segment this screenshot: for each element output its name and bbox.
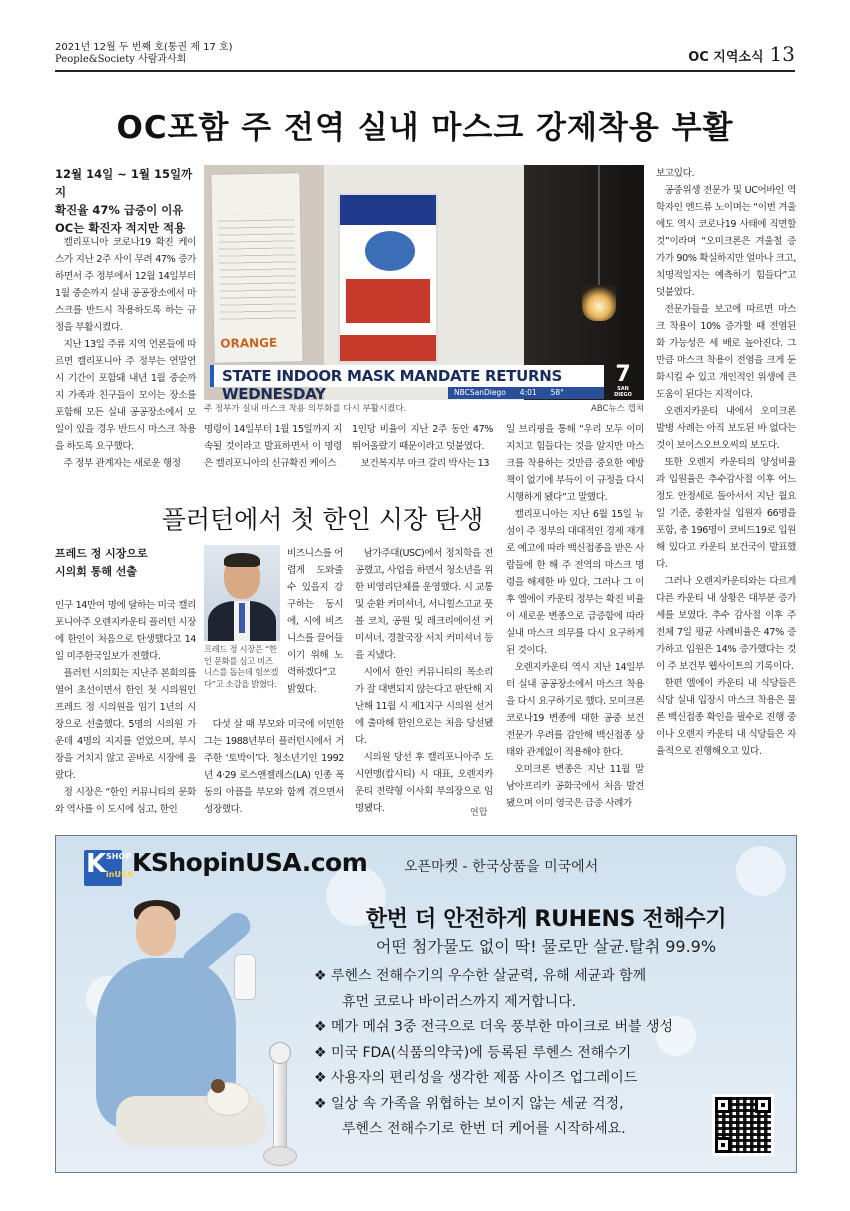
issue-info: 2021년 12월 두 번째 호(통권 제 17 호) (55, 42, 233, 53)
notice-paper-label: ORANGE (220, 335, 278, 351)
ad-feature-list (314, 964, 774, 1143)
ad-product-title: 한번 더 안전하게 RUHENS 전해수기 (365, 907, 727, 932)
article2-col2b (204, 716, 344, 818)
mayor-portrait-caption: 프레드 정 시장은 “한인 문화를 심고 비즈니스를 돕는데 힘쓰겠다”고 소감을 밝혔다. (204, 644, 279, 689)
masthead-left (55, 42, 233, 66)
ad-feature: 루헨스 전해수기로 한번 더 케어를 시작하세요. (342, 1121, 626, 1137)
logo-shop: SHOP (106, 852, 132, 861)
article1-headline: OC포함 주 전역 실내 마스크 강제착용 부활 (116, 110, 734, 146)
photo1-caption: 주 정부가 실내 마스크 착용 의무화를 다시 부활시켰다. (204, 404, 407, 414)
ad-feature: 휴먼 코로나 바이러스까지 제거합니다. (342, 993, 577, 1010)
paragraph: 캘리포니아 코로나19 확진 케이스가 지난 2주 사이 무려 47% 증가하면서 주 정부에서 12월 14일부터 1월 중순까지 실내 공공장소에서 마스크를 반드시 착용하도록 하는 규정을 부활시켰다. (55, 237, 196, 333)
paragraph: 오미크론 변종은 지난 11월 말 남아프리카 공화국에서 처음 발견됐으며 이미 영국은 급증 사례가 (506, 764, 644, 809)
article1-subhead: 확진율 47% 급증이 이유 (55, 203, 184, 217)
paragraph: 또한 오렌지 카운티의 양성비율과 입원율은 추수감사절 이후 어느 정도 안정세로 돌아서서 지난 월요일 기준, 중환자실 입원자 66명을 포함, 총 196명이 코비드19로 입원해 있다고 카운티 보건국이 발표했다. (656, 457, 796, 570)
qr-code-icon[interactable] (712, 1094, 774, 1156)
paragraph: 공중위생 전문가 및 UC어바인 역학자인 엔드류 노이며는 “이번 겨울에도 역시 코로나19 사태에 직면할 것”이라며 “오미크론은 겨울철 증가가 90% 확실하지만 얼마나 크고, 치명적일지는 예측하기 힘들다”고 덧붙였다. (656, 185, 796, 298)
header-rule (55, 70, 795, 72)
paragraph: 플러턴 시의회는 지난주 본회의를 열어 초선이면서 한인 첫 시의원인 프레드 정 시의원을 임기 1년의 시장으로 선출했다. 5명의 시의원 가운데 4명의 지지를 얻었으며, 부시장을 거치지 않고 곧바로 시장에 올랐다. (55, 668, 196, 781)
paragraph: 일 브리핑을 통해 “우리 모두 이미 지치고 힘들다는 것을 알지만 마스크를 착용하는 것만큼 중요한 예방책이 없기에 부득이 이 규정을 다시 시행하게 됐다”고 말했다. (506, 424, 644, 503)
news-banner-text: STATE INDOOR MASK MANDATE RETURNS WEDNESDAY (222, 367, 562, 400)
article1-col5 (656, 165, 796, 760)
paragraph: 1인당 비율이 지난 2주 동안 47% 뛰어올랐기 때문이라고 덧붙였다. (352, 424, 493, 452)
masthead-right (688, 42, 795, 66)
mask-mandate-photo (204, 165, 644, 400)
paragraph: 인구 14만여 명에 달하는 미국 캘리포니아주 오렌지카운티 플러턴 시장에 한인이 처음으로 탄생했다고 14일 미주한국일보가 전했다. (55, 600, 196, 662)
ad-feature: ❖ 메가 메쉬 3중 전극으로 더욱 풍부한 마이크로 버블 생성 (314, 1019, 674, 1035)
paragraph: 보고있다. (656, 168, 695, 179)
logo-inusa: inUSA (106, 870, 133, 879)
notice-paper (210, 172, 303, 364)
paragraph: 시에서 한인 커뮤니티의 목소리가 잘 대변되지 않는다고 판단해 지난해 11월 시 제1지구 시의원 선거에 출마해 한인으로는 처음 당선됐다. (355, 667, 493, 746)
station-logo-icon (608, 362, 638, 398)
article2-subhead: 프레드 정 시장으로 (55, 547, 148, 560)
paragraph: 보건복지부 마크 갈리 박사는 13 (360, 458, 490, 469)
article2-credit: 연합 (470, 808, 488, 818)
publication-name: People&Society 사람과사회 (55, 54, 187, 65)
article1-col3 (352, 421, 493, 472)
ad-feature: ❖ 사용자의 편리성을 생각한 제품 사이즈 업그레이드 (314, 1070, 638, 1086)
masks-required-sign (338, 193, 438, 363)
logo-k: K (86, 849, 107, 879)
station-logo: 7 (615, 362, 631, 387)
paragraph: 다섯 살 때 부모와 미국에 이민한 그는 1988년부터 플러턴시에서 거주한 ‘토박이’다. 청소년기인 1992년 4·29 로스앤젤레스(LA) 인종 폭동의 아픔을 부모와 함께 겪으면서 성장했다. (204, 719, 344, 815)
dog-icon (206, 1082, 250, 1116)
article1-subhead: OC는 확진자 적지만 적용 (55, 221, 186, 235)
section-name: OC 지역소식 (688, 50, 764, 65)
article2-col2a (287, 545, 343, 698)
ticker-handle: NBCSanDiego (454, 388, 506, 397)
photo1-caption-row (204, 402, 644, 414)
ticker-time: 4:01 (519, 388, 537, 397)
photo1-credit: ABC뉴스 캡쳐 (591, 404, 644, 414)
station-sub: SAN DIEGO (614, 386, 632, 398)
article2-col1 (55, 597, 196, 818)
ad-feature: ❖ 미국 FDA(식품의약국)에 등록된 루헨스 전해수기 (314, 1044, 632, 1061)
news-ticker (448, 387, 604, 399)
article1-subheads (55, 165, 200, 237)
ticker-temp: 58° (550, 388, 564, 397)
ad-tagline: 오픈마켓 - 한국상품을 미국에서 (404, 859, 599, 875)
paragraph: 오렌지카운티 역시 지난 14일부터 실내 공공장소에서 마스크 착용을 다시 요구하기로 했다. 모미크론 코로나19 변종에 대한 공중 보건 전문가 우려를 감안해 백신접종 상태와 관계없이 적용해야 한다. (506, 662, 644, 758)
article1-subhead: 12월 14일 ~ 1월 15일까지 (55, 167, 193, 199)
ad-feature: ❖ 일상 속 가족을 위협하는 보이지 않는 세균 걱정, (314, 1095, 624, 1112)
paragraph: 정 시장은 “한인 커뮤니티의 문화와 역사를 이 도시에 심고, 한인 (55, 787, 196, 815)
article1-col1 (55, 234, 196, 472)
kshopinusa-advertisement[interactable] (55, 835, 797, 1173)
paragraph: 오렌지카운티 내에서 오미크론 발병 사례는 아직 보도된 바 없다는 것이 보이스오브오씨의 보도다. (656, 406, 796, 451)
article1-col4 (506, 421, 644, 812)
paragraph: 그러나 오렌지카운티와는 다르게 다른 카운티 내 상황은 대부분 증가세를 보였다. 추수 감사절 이후 주 전체 7일 평균 사례비율은 47% 증가하고 입원은 14% 증가했다는 것이 주 보건부 웹사이트의 기록이다. (656, 576, 796, 672)
article1-col2 (204, 421, 342, 472)
paragraph: 지난 13일 주류 지역 언론들에 따르면 캘리포니아 주 정부는 연말연시 기간이 포함돼 내년 1월 중순까지 가족과 친구들이 모이는 장소를 포함해 모든 실내 공공장소에서 모일이 있을 경우 반드시 마스크 착용을 하도록 요구했다. (55, 339, 196, 452)
page-number: 13 (769, 42, 795, 66)
paragraph: 비즈니스를 어렵게 도와줄 수 있을지 강구하는 동시에, 시에 비즈니스를 끌어들이기 위해 노력하겠다”고 밝혔다. (287, 548, 343, 695)
paragraph: 명령이 14일부터 1월 15일까지 지속될 것이라고 발표하면서 이 명령은 캘리포니아의 신규확진 케이스 (204, 424, 342, 469)
article2-subheads (55, 545, 200, 581)
article2-col3 (355, 545, 493, 817)
paragraph: 한편 엘에이 카운티 내 식당들은 식당 실내 입장시 마스크 착용은 물론 백신접종 확인을 필수로 진행 중이나 오렌지 카운티 내 식당들은 자율적으로 진행해오고 있다. (656, 678, 796, 757)
kshop-logo-icon (84, 849, 133, 886)
ad-product-subtitle: 어떤 첨가물도 없이 딱! 물로만 살균.탈취 99.9% (375, 937, 717, 956)
mask-icon (365, 231, 415, 271)
paragraph: 캘리포니아는 지난 6월 15일 뉴섬이 주 정부의 대대적인 경제 재개로 예고에 따라 백신접종을 받은 사람들에 한 해 주 전역의 마스크 명령을 해제한 바 있다. 그러나 그 이후 엘에이 카운티 정부는 확진 비율이 새로운 변종으로 급증함에 따라 실내 마스크 의무를 다시 요구하게 된 것이다. (506, 509, 644, 656)
electrolyzer-device-icon (261, 1036, 299, 1166)
paragraph: 시의원 당선 후 캘리포니아주 도시연맹(캅시티) 시 대표, 오렌지카운티 전략형 이사회 부의장으로 임명됐다. (355, 752, 493, 814)
spray-bottle-icon (234, 954, 256, 1000)
paragraph: 주 정부 관계자는 새로운 행정 (63, 458, 181, 469)
article2-subhead: 시의회 통해 선출 (55, 565, 138, 578)
ad-brand[interactable]: KShopinUSA.com (132, 848, 368, 877)
mayor-portrait (204, 545, 280, 641)
paragraph: 전문가들을 보고에 따르면 마스크 착용이 10% 증가할 때 전염된 화 가능성은 세 배로 높아진다. 그만큼 마스크 착용이 전염을 크게 둔화시킬 수 있고 개인적인 위생에 큰 도움이 된다는 지적이다. (656, 304, 796, 400)
lamp-icon (582, 285, 616, 321)
paragraph: 남가주대(USC)에서 정치학을 전공했고, 사업을 하면서 청소년을 위한 비영리단체를 운영했다. 시 교통 및 순환 커미셔너, 서니힐스고교 풋볼 코치, 공원 및 레크리에이션 커미셔너, 경찰국장 서치 커미셔너 등을 지냈다. (355, 548, 493, 661)
ad-feature: ❖ 루헨스 전해수기의 우수한 살균력, 유해 세균과 함께 (314, 968, 647, 984)
article2-headline: 플러턴에서 첫 한인 시장 탄생 (161, 505, 484, 534)
